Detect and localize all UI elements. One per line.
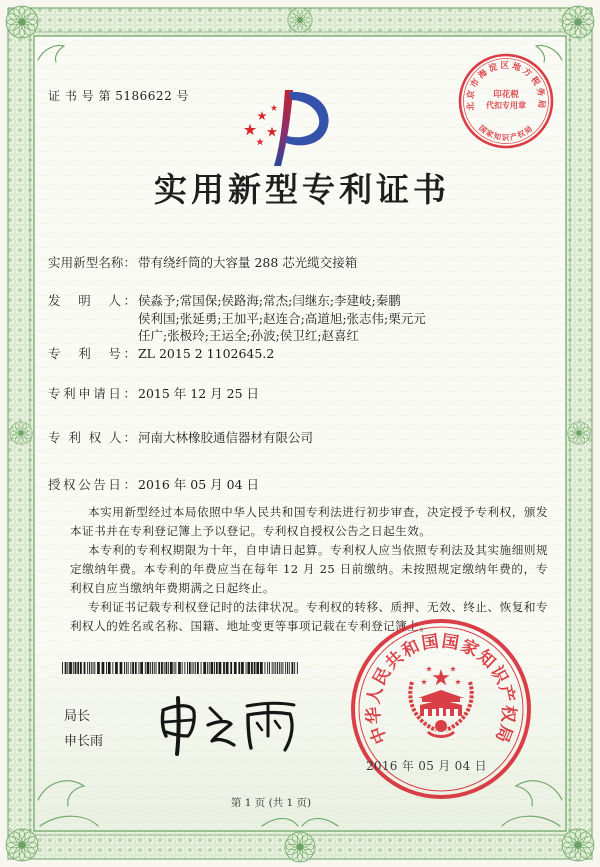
barcode-bar (207, 662, 208, 674)
barcode-bar (182, 662, 183, 674)
handwritten-signature (148, 690, 308, 760)
barcode-bar (274, 662, 275, 674)
barcode-bar (209, 662, 210, 674)
barcode-bar (73, 662, 74, 674)
patentee-row (48, 429, 313, 447)
barcode-bar (211, 662, 214, 674)
barcode-bar (97, 662, 100, 674)
barcode-bar (234, 662, 237, 674)
barcode-bar (139, 662, 140, 674)
barcode-bar (166, 662, 168, 674)
barcode-bar (67, 662, 68, 674)
svg-text:国家知识产权局 (477, 123, 535, 142)
inventors-line: 任广;张极玲;王运全;孙波;侯卫红;赵喜红 (138, 328, 360, 343)
barcode-bar (77, 662, 79, 674)
barcode-bar (168, 662, 169, 674)
barcode-bar (251, 662, 253, 674)
barcode-bar (195, 662, 196, 674)
certificate-number: 证 书 号 第 5186622 号 (48, 89, 190, 103)
barcode-bar (130, 662, 131, 674)
body-paragraph: 专利证书记载专利权登记时的法律状况。专利权的转移、质押、无效、终止、恢复和专利权人的姓名或名称、国籍、地址变更等事项记载在专利登记簿上。 (70, 600, 548, 633)
barcode-bar (106, 662, 107, 674)
barcode-bar (289, 662, 290, 674)
grant-date-row (48, 476, 259, 494)
tax-stamp-ring-text: 北京市海淀区地方税务局 (465, 61, 547, 112)
barcode-bar (297, 662, 298, 674)
barcode-bar (120, 662, 123, 674)
barcode-bar (256, 662, 259, 674)
barcode-bar (241, 662, 244, 674)
barcode-bar (91, 662, 92, 674)
barcode-bar (254, 662, 256, 674)
page-footer: 第 1 页 (共 1 页) (230, 797, 312, 809)
barcode-bar (69, 662, 72, 674)
barcode-bar (272, 662, 273, 674)
barcode-bar (279, 662, 280, 674)
barcode-bar (65, 662, 67, 674)
barcode-bar (62, 662, 63, 674)
certificate-title: 实用新型专利证书 (154, 170, 450, 209)
barcode-bar (230, 662, 232, 674)
barcode-bar (126, 662, 127, 674)
barcode-bar (265, 662, 266, 674)
barcode-bar (152, 662, 153, 674)
body-paragraph: 本实用新型经过本局依照中华人民共和国专利法进行初步审查，决定授予专利权，颁发本证书并在专利登记簿上予以登记。专利权自授权公告之日起生效。 (70, 505, 548, 538)
barcode (62, 662, 302, 674)
barcode-bar (102, 662, 105, 674)
barcode-bar (281, 662, 282, 674)
barcode-bar (269, 662, 270, 674)
barcode-bar (184, 662, 185, 674)
barcode-bar (201, 662, 202, 674)
logo-stars-icon (244, 105, 278, 146)
tax-stamp-bottom-text: 国家知识产权局 (477, 123, 535, 143)
barcode-bar (80, 662, 82, 674)
application-date-value: 2015 年 12 月 25 日 (138, 386, 259, 401)
patent-number-value: ZL 2015 2 1102645.2 (138, 346, 275, 361)
barcode-bar (175, 662, 176, 674)
barcode-bar (89, 662, 90, 674)
barcode-bar (203, 662, 206, 674)
barcode-bar (247, 662, 250, 674)
grant-date-value: 2016 年 05 月 04 日 (138, 477, 259, 492)
patentee-label: 专 利 权 人： (48, 430, 136, 445)
tax-stamp-seal (456, 51, 556, 151)
barcode-bar (150, 662, 151, 674)
body-paragraph: 本专利的专利权期限为十年，自申请日起算。专利权人应当依照专利法及其实施细则规定缴纳年费。本专利的年费应当在每年 12 月 25 日前缴纳。未按照规定缴纳年费的，专利权自应当缴纳年费期满之日起终止。 (70, 543, 548, 595)
barcode-bar (145, 662, 146, 674)
patent-number-row (48, 345, 274, 363)
barcode-bar (246, 662, 247, 674)
barcode-bar (108, 662, 111, 674)
tax-stamp-center-line-2: 代扣专用章 (486, 101, 526, 110)
barcode-bar (223, 662, 225, 674)
barcode-bar (128, 662, 129, 674)
patent-office-logo (236, 86, 336, 168)
barcode-bar (161, 662, 163, 674)
application-date-label: 专利申请日： (48, 386, 136, 401)
barcode-bar (140, 662, 143, 674)
barcode-bar (275, 662, 276, 674)
barcode-bar (135, 662, 137, 674)
barcode-bar (170, 662, 173, 674)
barcode-bar (192, 662, 193, 674)
barcode-bar (226, 662, 229, 674)
patentee-value: 河南大林橡胶通信器材有限公司 (138, 430, 314, 445)
patent-office-seal (348, 616, 534, 802)
seal-date: 2016 年 05 月 04 日 (366, 759, 487, 773)
signatory-title: 局长 (64, 709, 91, 724)
signatory-name: 申长雨 (64, 734, 104, 749)
barcode-bar (238, 662, 240, 674)
barcode-bar (94, 662, 95, 674)
application-date-row (48, 385, 259, 403)
barcode-bar (84, 662, 86, 674)
national-emblem-icon (410, 666, 471, 737)
barcode-bar (214, 662, 215, 674)
logo-p-bowl-icon (286, 92, 329, 146)
barcode-bar (112, 662, 113, 674)
barcode-bar (292, 662, 294, 674)
barcode-bar (132, 662, 134, 674)
barcode-bar (124, 662, 125, 674)
barcode-bar (197, 662, 199, 674)
barcode-bar (164, 662, 165, 674)
barcode-bar (260, 662, 263, 674)
barcode-bar (189, 662, 191, 674)
office-seal-ring-text: 中华人民共和国国家知识产权局 (363, 631, 519, 747)
barcode-bar (277, 662, 278, 674)
barcode-bar (187, 662, 188, 674)
barcode-bar (158, 662, 160, 674)
barcode-bar (285, 662, 286, 674)
barcode-bar (147, 662, 150, 674)
inventors-row (48, 292, 426, 345)
utility-model-name-label: 实用新型名称： (48, 255, 136, 270)
inventors-line: 侯淼予;常国保;侯路海;常杰;闫继东;李建岐;秦鹏 (138, 293, 401, 308)
utility-model-name-value: 带有绕纤筒的大容量 288 芯光缆交接箱 (138, 255, 358, 270)
barcode-bar (216, 662, 218, 674)
inventors-line: 侯利国;张延勇;王加平;赵连合;高道旭;张志伟;栗元元 (138, 310, 426, 326)
barcode-bar (154, 662, 155, 674)
patent-number-label: 专 利 号： (48, 346, 136, 361)
barcode-bar (294, 662, 295, 674)
barcode-bar (87, 662, 88, 674)
barcode-bar (156, 662, 157, 674)
barcode-bar (219, 662, 222, 674)
barcode-bar (283, 662, 284, 674)
logo-p-stem-icon (274, 90, 293, 166)
barcode-bar (174, 662, 175, 674)
utility-model-name-row (48, 254, 357, 272)
barcode-bar (178, 662, 181, 674)
tax-stamp-center-line-1: 印花税 (493, 90, 519, 100)
barcode-bar (287, 662, 288, 674)
barcode-bar (93, 662, 94, 674)
barcode-bar (267, 662, 268, 674)
inventors-label: 发 明 人： (48, 293, 136, 308)
inventors-value (138, 292, 426, 345)
barcode-bar (193, 662, 194, 674)
barcode-bar (75, 662, 77, 674)
barcode-bar (115, 662, 118, 674)
grant-date-label: 授权公告日： (48, 477, 136, 492)
